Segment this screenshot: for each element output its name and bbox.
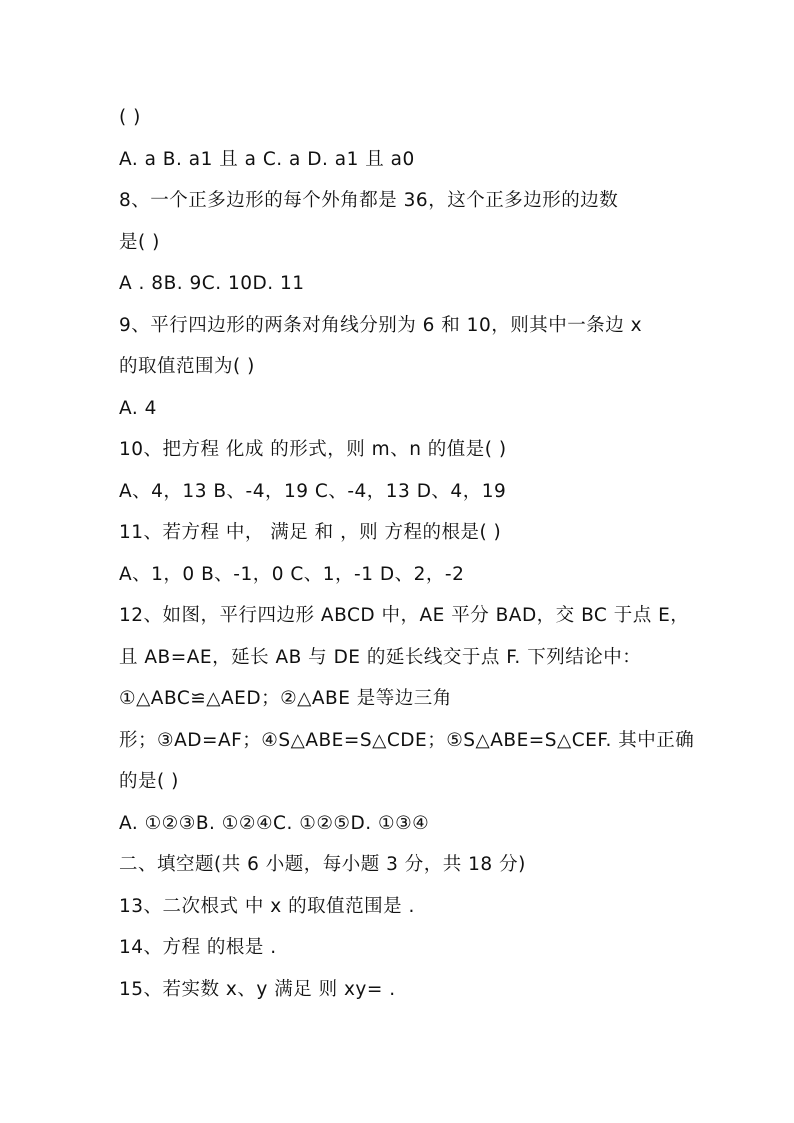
- text-line: 是( ): [119, 231, 160, 253]
- question-12-line: 12、如图，平行四边形 ABCD 中，AE 平分 BAD，交 BC 于点 E，: [119, 605, 690, 626]
- text-line: A、4，13 B、-4，19 C、-4，13 D、4，19: [119, 480, 507, 502]
- question-8-line: 8、一个正多边形的每个外角都是 36，这个正多边形的边数: [119, 190, 619, 211]
- text-line: A. ①②③B. ①②④C. ①②⑤D. ①③④: [119, 812, 430, 834]
- question-13-line: 13、二次根式 中 x 的取值范围是 .: [119, 895, 415, 917]
- text-line: A . 8B. 9C. 10D. 11: [119, 273, 305, 294]
- text-line: 形；③AD=AF；④S△ABE=S△CDE；⑤S△ABE=S△CEF. 其中正确: [119, 729, 695, 751]
- document-text: [119, 103, 695, 1016]
- text-line: ( ): [119, 107, 141, 128]
- text-line: A、1，0 B、-1，0 C、1，-1 D、2，-2: [119, 563, 465, 585]
- text-line: 的是( ): [119, 771, 179, 792]
- text-line: 且 AB=AE，延长 AB 与 DE 的延长线交于点 F. 下列结论中：: [119, 646, 642, 668]
- text-line: A. 4: [119, 397, 157, 419]
- question-14-line: 14、方程 的根是 .: [119, 937, 277, 958]
- question-15-line: 15、若实数 x、y 满足 则 xy= .: [119, 978, 396, 1000]
- question-10-line: 10、把方程 化成 的形式，则 m、n 的值是( ): [119, 439, 507, 460]
- text-line: ①△ABC≌△AED；②△ABE 是等边三角: [119, 688, 452, 709]
- question-9-line: 9、平行四边形的两条对角线分别为 6 和 10，则其中一条边 x: [119, 314, 643, 336]
- question-11-line: 11、若方程 中， 满足 和 ，则 方程的根是( ): [119, 522, 502, 543]
- text-line: 的取值范围为( ): [119, 356, 255, 377]
- text-line: A. a B. a1 且 a C. a D. a1 且 a0: [119, 148, 415, 170]
- section-heading: 二、填空题(共 6 小题，每小题 3 分，共 18 分): [119, 854, 526, 875]
